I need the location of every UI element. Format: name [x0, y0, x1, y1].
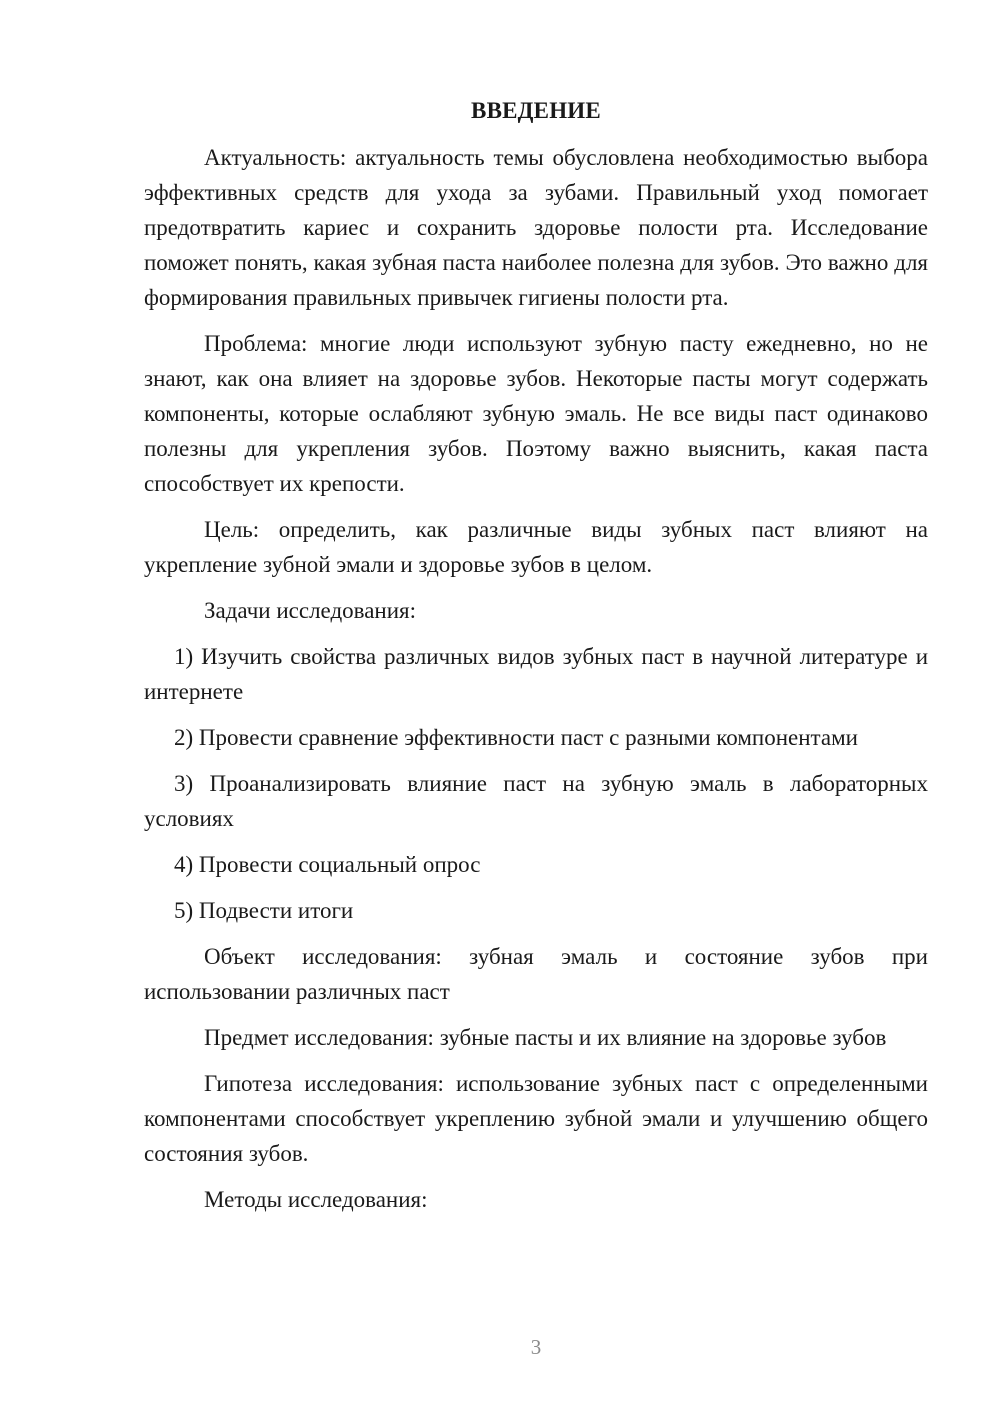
paragraph-relevance: Актуальность: актуальность темы обусловлена необходимостью выбора эффективных средств для ухода за зубами. Правильный уход помогает предотвратить кариес и сохранить здоровье полости рта. Исследование поможет понять, какая зубная паста наиболее полезна для зубов. Это важно для формирования правильных привычек гигиены полости рта.	[144, 145, 928, 310]
tasks-heading: Задачи исследования:	[204, 598, 417, 623]
page-number: 3	[530, 1335, 542, 1359]
paragraph-object: Объект исследования: зубная эмаль и состояние зубов при использовании различных паст	[144, 944, 928, 1004]
task-item: 2) Провести сравнение эффективности паст с разными компонентами	[174, 725, 858, 750]
task-item: 1) Изучить свойства различных видов зубных паст в научной литературе и интернете	[144, 644, 928, 704]
paragraph-hypothesis: Гипотеза исследования: использование зубных паст с определенными компонентами способствует укреплению зубной эмали и улучшению общего состояния зубов.	[144, 1071, 928, 1166]
task-item: 5) Подвести итоги	[174, 898, 354, 923]
paragraph-subject: Предмет исследования: зубные пасты и их влияние на здоровье зубов	[204, 1025, 887, 1050]
page-content	[144, 94, 928, 1228]
task-item: 4) Провести социальный опрос	[174, 852, 481, 877]
methods-heading: Методы исследования:	[204, 1187, 428, 1212]
paragraph-goal: Цель: определить, как различные виды зубных паст влияют на укрепление зубной эмали и здоровье зубов в целом.	[144, 517, 928, 577]
task-item: 3) Проанализировать влияние паст на зубную эмаль в лабораторных условиях	[144, 771, 928, 831]
paragraph-problem: Проблема: многие люди используют зубную пасту ежедневно, но не знают, как она влияет на здоровье зубов. Некоторые пасты могут содержать компоненты, которые ослабляют зубную эмаль. Не все виды паст одинаково полезны для укрепления зубов. Поэтому важно выяснить, какая паста способствует их крепости.	[144, 331, 928, 496]
section-title: ВВЕДЕНИЕ	[471, 98, 601, 123]
